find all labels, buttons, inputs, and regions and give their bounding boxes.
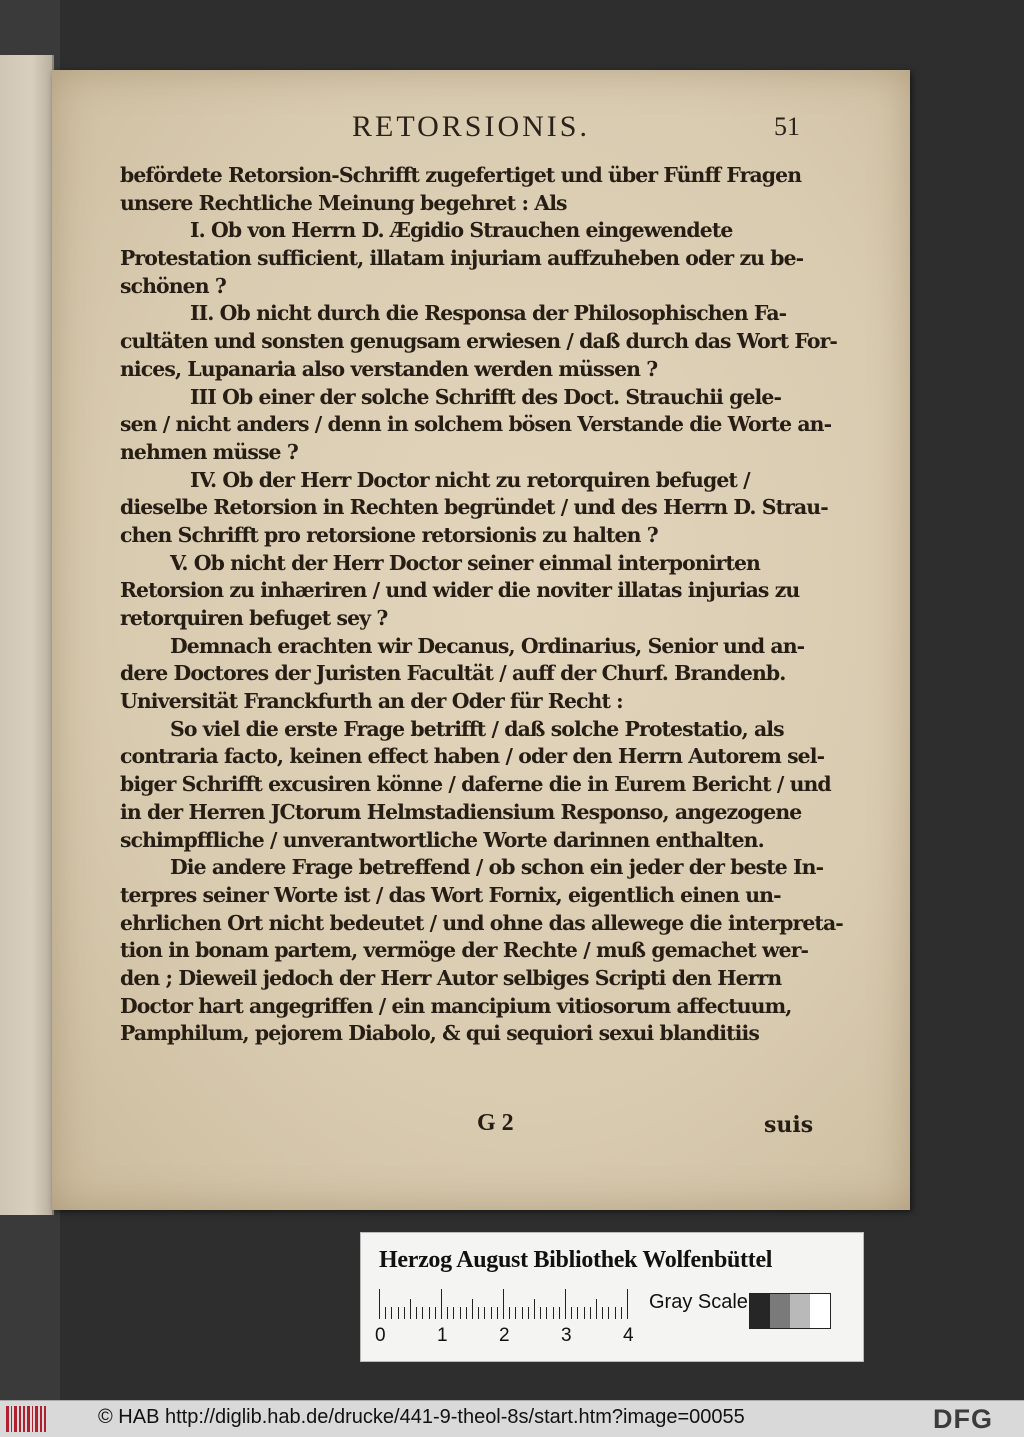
text-line: tion in bonam partem, vermöge der Rechte / muß gemachet wer- xyxy=(120,938,809,963)
page-body-text xyxy=(120,162,843,1048)
gray-patch xyxy=(790,1294,810,1328)
logo-bar xyxy=(6,1406,9,1432)
text-line: cultäten und sonsten genugsam erwiesen / daß durch das Wort For- xyxy=(120,329,837,354)
text-line: nehmen müsse ? xyxy=(120,439,298,464)
text-line: befördete Retorsion-Schrifft zugefertiget und über Fünff Fragen xyxy=(120,163,802,187)
ruler-tick xyxy=(546,1307,547,1319)
text-line: dieselbe Retorsion in Rechten begründet / und des Herrn D. Strau- xyxy=(120,495,828,520)
page-number: 51 xyxy=(774,112,800,141)
hab-logo-icon[interactable] xyxy=(6,1406,46,1432)
text-line: chen Schrifft pro retorsione retorsionis zu halten ? xyxy=(120,522,658,547)
dfg-logo[interactable]: DFG xyxy=(933,1404,993,1434)
text-line: Die andere Frage betreffend / ob schon ein jeder der beste In- xyxy=(170,855,824,880)
page-header xyxy=(52,110,910,150)
ruler-tick xyxy=(596,1299,597,1319)
text-line: sen / nicht anders / denn in solchem bösen Verstande die Worte an- xyxy=(120,412,832,437)
text-line: Protestation sufficient, illatam injuriam auffzuheben oder zu be- xyxy=(120,246,804,271)
ruler-tick xyxy=(379,1289,380,1319)
logo-bar xyxy=(19,1406,22,1432)
text-line: schönen ? xyxy=(120,273,226,298)
ruler-label: 0 xyxy=(375,1325,386,1346)
ruler-tick xyxy=(429,1307,430,1319)
ruler-tick xyxy=(528,1307,529,1319)
ruler-label: 4 xyxy=(623,1325,634,1346)
text-line: Universität Franckfurth an der Oder für Recht : xyxy=(120,689,623,714)
text-line: I. Ob von Herrn D. Ægidio Strauchen eingewendete xyxy=(190,218,733,243)
text-line: IV. Ob der Herr Doctor nicht zu retorquiren befuget / xyxy=(190,467,750,492)
viewer-footer-bar xyxy=(0,1400,1024,1437)
gray-patch xyxy=(750,1294,770,1328)
text-line: in der Herren JCtorum Helmstadiensium Responso, angezogene xyxy=(120,799,802,824)
ruler-tick xyxy=(590,1307,591,1319)
ruler-tick xyxy=(472,1299,473,1319)
ruler-tick xyxy=(553,1307,554,1319)
ruler-tick xyxy=(497,1307,498,1319)
text-line: Demnach erachten wir Decanus, Ordinarius, Senior und an- xyxy=(170,633,805,658)
ruler-tick xyxy=(391,1307,392,1319)
ruler-tick xyxy=(404,1307,405,1319)
ruler-label: 1 xyxy=(437,1325,448,1346)
ruler-tick xyxy=(509,1307,510,1319)
ruler-tick xyxy=(416,1307,417,1319)
ruler-label: 3 xyxy=(561,1325,572,1346)
ruler-tick xyxy=(435,1307,436,1319)
ruler-tick xyxy=(398,1307,399,1319)
ruler-tick xyxy=(441,1289,442,1319)
ruler-tick xyxy=(453,1307,454,1319)
ruler-tick xyxy=(565,1289,566,1319)
text-line: terpres seiner Worte ist / das Wort Fornix, eigentlich einen un- xyxy=(120,882,781,907)
ruler-tick xyxy=(410,1299,411,1319)
ruler-tick xyxy=(621,1307,622,1319)
logo-bar xyxy=(11,1406,13,1432)
library-name: Herzog August Bibliothek Wolfenbüttel xyxy=(379,1247,773,1273)
ruler-tick xyxy=(522,1307,523,1319)
gray-patch xyxy=(810,1294,830,1328)
text-line: So viel die erste Frage betrifft / daß solche Protestatio, als xyxy=(170,716,784,741)
text-line: III Ob einer der solche Schrifft des Doct. Strauchii gele- xyxy=(190,384,782,409)
text-line: unsere Rechtliche Meinung begehret : Als xyxy=(120,190,567,215)
ruler-tick xyxy=(491,1307,492,1319)
previous-page-edge xyxy=(0,55,54,1215)
ruler-tick xyxy=(478,1307,479,1319)
book-page xyxy=(52,70,910,1210)
ruler-tick xyxy=(460,1307,461,1319)
ruler-tick xyxy=(602,1307,603,1319)
signature-mark: G 2 xyxy=(477,1110,514,1136)
gray-patch xyxy=(770,1294,790,1328)
ruler-tick xyxy=(515,1307,516,1319)
page-footer xyxy=(52,1110,910,1150)
text-line: schimpffliche / unverantwortliche Worte darinnen enthalten. xyxy=(120,827,764,852)
text-line: V. Ob nicht der Herr Doctor seiner einmal interponirten xyxy=(170,550,760,575)
ruler-tick xyxy=(534,1299,535,1319)
text-line: nices, Lupanaria also verstanden werden müssen ? xyxy=(120,356,658,381)
ruler-tick xyxy=(627,1289,628,1319)
logo-bar xyxy=(14,1406,17,1432)
ruler-tick xyxy=(422,1307,423,1319)
color-scale-card xyxy=(360,1232,864,1362)
text-line: den ; Dieweil jedoch der Herr Autor selbiges Scripti den Herrn xyxy=(120,965,782,990)
logo-bar xyxy=(23,1406,25,1432)
text-line: Doctor hart angegriffen / ein mancipium vitiosorum affectuum, xyxy=(120,993,792,1018)
text-line: II. Ob nicht durch die Responsa der Philosophischen Fa- xyxy=(190,301,787,326)
logo-bar xyxy=(32,1406,34,1432)
text-line: Pamphilum, pejorem Diabolo, & qui sequiori sexui blanditiis xyxy=(120,1021,759,1046)
text-line: biger Schrifft excusiren könne / daferne die in Eurem Bericht / und xyxy=(120,772,831,797)
text-line: retorquiren befuget sey ? xyxy=(120,606,388,630)
text-line: ehrlichen Ort nicht bedeutet / und ohne das allewege die interpreta- xyxy=(120,910,843,935)
ruler-tick xyxy=(503,1289,504,1319)
ruler-tick xyxy=(577,1307,578,1319)
ruler-tick xyxy=(540,1307,541,1319)
ruler-tick xyxy=(571,1307,572,1319)
grayscale-label: Gray Scale xyxy=(649,1291,748,1313)
running-head: RETORSIONIS. xyxy=(352,110,590,143)
text-line: dere Doctores der Juristen Facultät / auff der Churf. Brandenb. xyxy=(120,661,786,686)
grayscale-patches xyxy=(749,1293,831,1329)
ruler-tick xyxy=(584,1307,585,1319)
logo-bar xyxy=(35,1406,38,1432)
ruler-tick xyxy=(615,1307,616,1319)
ruler-tick xyxy=(484,1307,485,1319)
ruler-tick xyxy=(385,1307,386,1319)
ruler-tick xyxy=(466,1307,467,1319)
ruler xyxy=(379,1289,635,1319)
ruler-tick xyxy=(447,1307,448,1319)
text-line: contraria facto, keinen effect haben / oder den Herrn Autorem sel- xyxy=(120,744,825,769)
logo-bar xyxy=(27,1406,30,1432)
ruler-tick xyxy=(608,1307,609,1319)
catchword: suis xyxy=(764,1112,814,1138)
ruler-label: 2 xyxy=(499,1325,510,1346)
text-line: Retorsion zu inhæriren / und wider die noviter illatas injurias zu xyxy=(120,578,800,603)
copyright-permalink[interactable]: © HAB http://diglib.hab.de/drucke/441-9-theol-8s/start.htm?image=00055 xyxy=(98,1406,745,1428)
logo-bar xyxy=(40,1406,43,1432)
ruler-tick xyxy=(559,1307,560,1319)
logo-bar xyxy=(44,1406,46,1432)
